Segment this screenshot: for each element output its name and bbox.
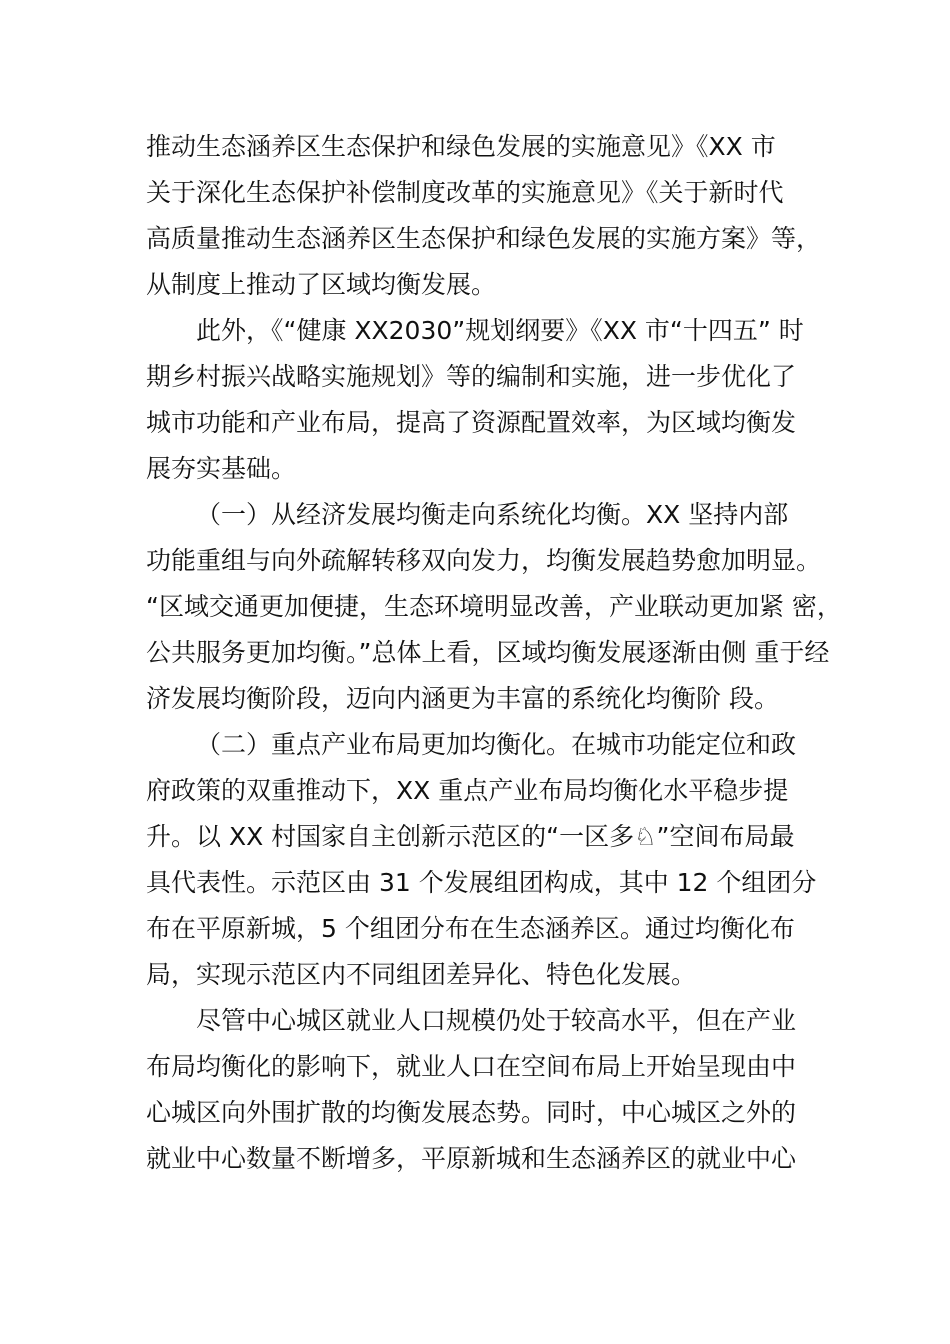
text-line: 局，实现示范区内不同组团差异化、特色化发展。 xyxy=(146,960,697,989)
paragraph-4 xyxy=(146,722,836,998)
text-line: 关于深化生态保护补偿制度改革的实施意见》《关于新时代 xyxy=(146,178,784,207)
text-line: 尽管中心城区就业人口规模仍处于较高水平，但在产业 xyxy=(196,1006,797,1035)
text-line: 布在平原新城，5 个组团分布在生态涵养区。通过均衡化布 xyxy=(146,914,795,943)
text-line: 具代表性。示范区由 31 个发展组团构成，其中 12 个组团分 xyxy=(146,868,817,897)
text-line: 推动生态涵养区生态保护和绿色发展的实施意见》《XX 市 xyxy=(146,132,776,161)
text-line: （一）从经济发展均衡走向系统化均衡。XX 坚持内部 xyxy=(196,500,789,529)
text-line: 高质量推动生态涵养区生态保护和绿色发展的实施方案》等， xyxy=(146,224,822,253)
text-line: （二）重点产业布局更加均衡化。在城市功能定位和政 xyxy=(196,730,797,759)
paragraph-5 xyxy=(146,998,836,1182)
text-line: 心城区向外围扩散的均衡发展态势。同时，中心城区之外的 xyxy=(146,1098,797,1127)
paragraph-1 xyxy=(146,124,836,308)
text-line: 展夯实基础。 xyxy=(146,454,297,483)
text-line: 布局均衡化的影响下，就业人口在空间布局上开始呈现由中 xyxy=(146,1052,797,1081)
paragraph-2 xyxy=(146,308,836,492)
text-line: “区域交通更加便捷，生态环境明显改善，产业联动更加紧 密， xyxy=(146,592,842,621)
text-line: 府政策的双重推动下，XX 重点产业布局均衡化水平稳步提 xyxy=(146,776,789,805)
text-line: 此外，《“健康 XX2030”规划纲要》《XX 市“十四五” 时 xyxy=(196,316,804,345)
paragraph-3 xyxy=(146,492,842,722)
text-line: 功能重组与向外疏解转移双向发力，均衡发展趋势愈加明显。 xyxy=(146,546,822,575)
text-line: 济发展均衡阶段，迈向内涵更为丰富的系统化均衡阶 段。 xyxy=(146,684,779,713)
text-line: 期乡村振兴战略实施规划》等的编制和实施，进一步优化了 xyxy=(146,362,797,391)
text-line: 从制度上推动了区域均衡发展。 xyxy=(146,270,497,299)
text-line: 就业中心数量不断增多，平原新城和生态涵养区的就业中心 xyxy=(146,1144,797,1173)
text-line: 升。以 XX 村国家自主创新示范区的“一区多♘”空间布局最 xyxy=(146,822,795,851)
document-body xyxy=(146,124,842,1182)
text-line: 公共服务更加均衡。”总体上看，区域均衡发展逐渐由侧 重于经 xyxy=(146,638,830,667)
text-line: 城市功能和产业布局，提高了资源配置效率，为区域均衡发 xyxy=(146,408,797,437)
